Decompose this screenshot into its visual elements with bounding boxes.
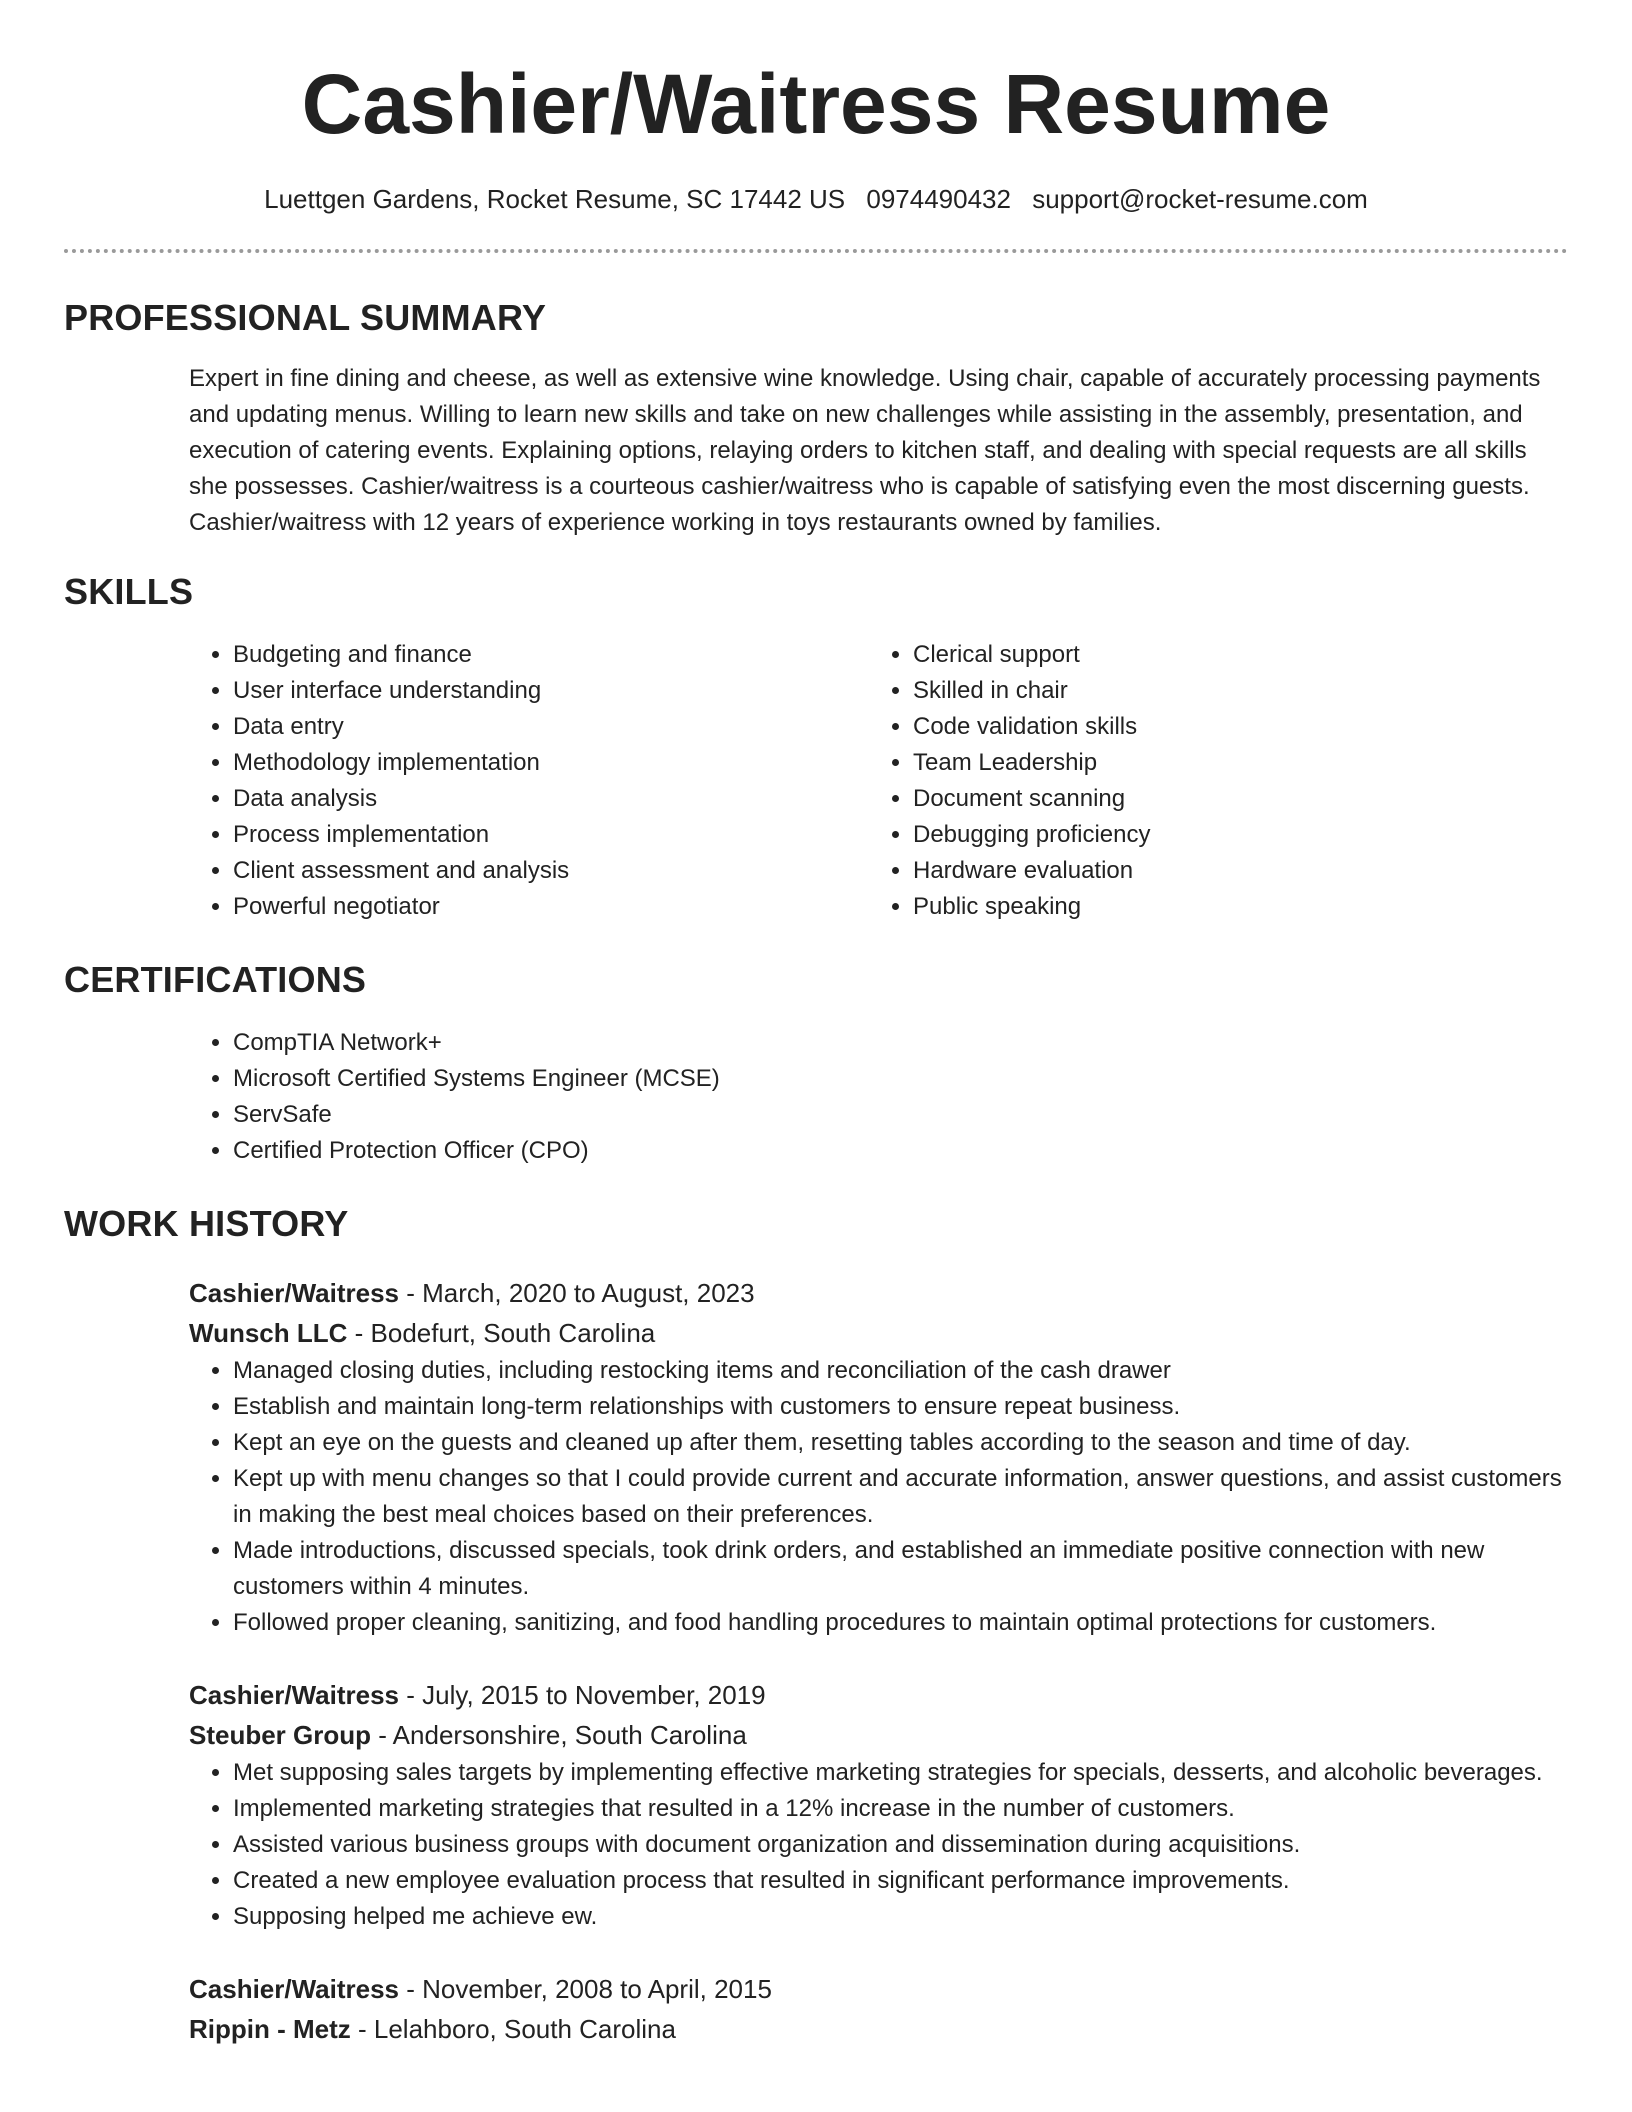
skills-column-right bbox=[869, 637, 1549, 925]
job-location: - Bodefurt, South Carolina bbox=[347, 1318, 656, 1348]
job-bullet: • Met supposing sales targets by implementing effective marketing strategies for specials, desserts, and alcoholic beverages. bbox=[233, 1755, 1568, 1791]
skill-item: • Methodology implementation bbox=[233, 745, 869, 781]
certification-item: • Microsoft Certified Systems Engineer (MCSE) bbox=[233, 1061, 1568, 1097]
certification-item: • CompTIA Network+ bbox=[233, 1025, 1568, 1061]
job-bullet: • Managed closing duties, including restocking items and reconciliation of the cash drawer bbox=[233, 1353, 1568, 1389]
skill-item: • Data entry bbox=[233, 709, 869, 745]
certification-item: • ServSafe bbox=[233, 1097, 1568, 1133]
job-bullet: • Made introductions, discussed specials, took drink orders, and established an immediate positive connection with new customers within 4 minutes. bbox=[233, 1533, 1568, 1605]
job-title: Cashier/Waitress bbox=[189, 1278, 400, 1308]
skill-item: • Process implementation bbox=[233, 817, 869, 853]
job-bullet: • Implemented marketing strategies that resulted in a 12% increase in the number of customers. bbox=[233, 1791, 1568, 1827]
job-company: Rippin - Metz bbox=[189, 2014, 351, 2044]
job-bullets bbox=[189, 1353, 1568, 1641]
job-bullet: • Assisted various business groups with document organization and dissemination during acquisitions. bbox=[233, 1827, 1568, 1863]
skills-column-left bbox=[189, 637, 869, 925]
resume-title: Cashier/Waitress Resume bbox=[301, 57, 1331, 151]
skill-item: • Hardware evaluation bbox=[913, 853, 1549, 889]
job-location: - Lelahboro, South Carolina bbox=[350, 2014, 676, 2044]
job-bullet: • Establish and maintain long-term relationships with customers to ensure repeat business. bbox=[233, 1389, 1568, 1425]
job-title: Cashier/Waitress bbox=[189, 1974, 400, 2004]
skills-list-right bbox=[869, 637, 1549, 925]
job-entry bbox=[64, 1969, 1568, 2049]
job-company-line bbox=[189, 1715, 1568, 1755]
contact-line bbox=[64, 184, 1568, 215]
skill-item: • Document scanning bbox=[913, 781, 1549, 817]
skill-item: • Skilled in chair bbox=[913, 673, 1549, 709]
skills-heading: SKILLS bbox=[64, 571, 194, 612]
skill-item: • Client assessment and analysis bbox=[233, 853, 869, 889]
job-company-line bbox=[189, 2009, 1568, 2049]
skill-item: • Debugging proficiency bbox=[913, 817, 1549, 853]
certifications-heading: CERTIFICATIONS bbox=[64, 959, 367, 1000]
job-bullet: • Kept up with menu changes so that I could provide current and accurate information, answer questions, and assist customers in making the best meal choices based on their preferences. bbox=[233, 1461, 1568, 1533]
job-dates: - July, 2015 to November, 2019 bbox=[399, 1680, 766, 1710]
contact-email: support@rocket-resume.com bbox=[1032, 184, 1368, 214]
job-bullet: • Supposing helped me achieve ew. bbox=[233, 1899, 1568, 1935]
job-dates: - March, 2020 to August, 2023 bbox=[399, 1278, 755, 1308]
skill-item: • Code validation skills bbox=[913, 709, 1549, 745]
work-history-heading: WORK HISTORY bbox=[64, 1203, 349, 1244]
skill-item: • Powerful negotiator bbox=[233, 889, 869, 925]
job-bullets bbox=[189, 1755, 1568, 1935]
skills-list-left bbox=[189, 637, 869, 925]
header-divider bbox=[64, 249, 1568, 253]
job-title-line bbox=[189, 1273, 1568, 1313]
job-company-line bbox=[189, 1313, 1568, 1353]
skills-grid bbox=[64, 637, 1568, 925]
skill-item: • Team Leadership bbox=[913, 745, 1549, 781]
job-bullet: • Followed proper cleaning, sanitizing, and food handling procedures to maintain optimal protections for customers. bbox=[233, 1605, 1568, 1641]
job-location: - Andersonshire, South Carolina bbox=[371, 1720, 747, 1750]
certification-item: • Certified Protection Officer (CPO) bbox=[233, 1133, 1568, 1169]
skill-item: • User interface understanding bbox=[233, 673, 869, 709]
skill-item: • Public speaking bbox=[913, 889, 1549, 925]
job-title-line bbox=[189, 1675, 1568, 1715]
skill-item: • Clerical support bbox=[913, 637, 1549, 673]
summary-text: Expert in fine dining and cheese, as well as extensive wine knowledge. Using chair, capable of accurately processing payments and updating menus. Willing to learn new skills and take on new challenges while assisting in the assembly, presentation, and execution of catering events. Explaining options, relaying orders to kitchen staff, and dealing with special requests are all skills she possesses. Cashier/waitress is a courteous cashier/waitress who is capable of satisfying even the most discerning guests. Cashier/waitress with 12 years of experience working in toys restaurants owned by families. bbox=[189, 365, 1541, 536]
job-title: Cashier/Waitress bbox=[189, 1680, 400, 1710]
job-bullet: • Kept an eye on the guests and cleaned up after them, resetting tables according to the season and time of day. bbox=[233, 1425, 1568, 1461]
job-company: Steuber Group bbox=[189, 1720, 372, 1750]
job-title-line bbox=[189, 1969, 1568, 2009]
skill-item: • Data analysis bbox=[233, 781, 869, 817]
certifications-block bbox=[64, 1025, 1568, 1169]
contact-phone: 0974490432 bbox=[866, 184, 1011, 214]
job-dates: - November, 2008 to April, 2015 bbox=[399, 1974, 772, 2004]
job-company: Wunsch LLC bbox=[189, 1318, 348, 1348]
job-entry bbox=[64, 1273, 1568, 1641]
summary-heading: PROFESSIONAL SUMMARY bbox=[64, 297, 547, 338]
job-entry bbox=[64, 1675, 1568, 1935]
skill-item: • Budgeting and finance bbox=[233, 637, 869, 673]
contact-address: Luettgen Gardens, Rocket Resume, SC 17442 US bbox=[264, 184, 846, 214]
job-bullet: • Created a new employee evaluation process that resulted in significant performance improvements. bbox=[233, 1863, 1568, 1899]
certifications-list bbox=[189, 1025, 1568, 1169]
